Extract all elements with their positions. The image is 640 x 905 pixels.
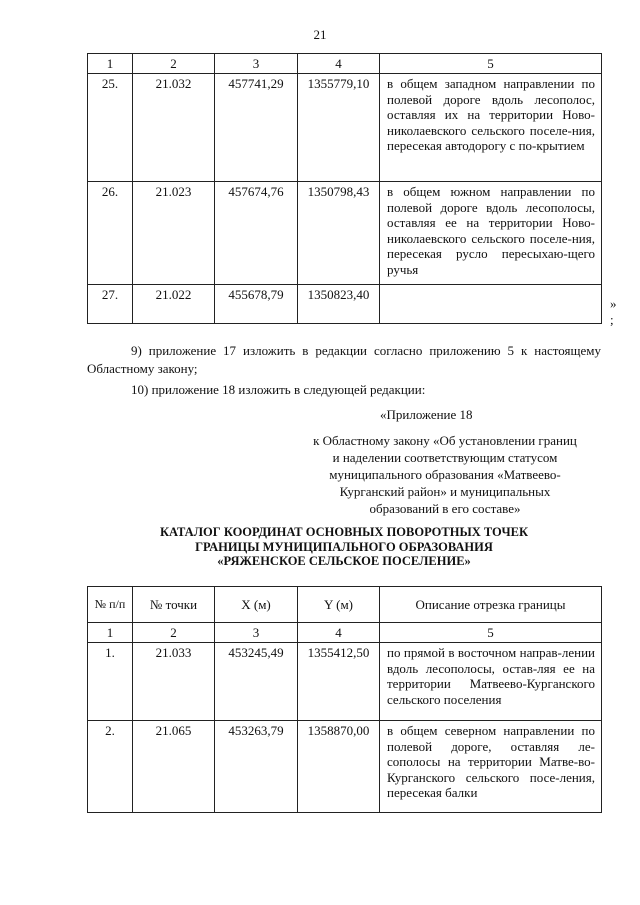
page-number: 21 [313, 27, 327, 42]
column-header-row [88, 587, 602, 623]
header-cell: 1 [88, 623, 133, 643]
point-id: 21.065 [133, 721, 215, 813]
point-id: 21.033 [133, 643, 215, 721]
paragraph-10: 10) приложение 18 изложить в следующей редакции: [131, 382, 426, 397]
x-coordinate: 453245,49 [215, 643, 298, 721]
row-number: 25. [88, 74, 133, 182]
appendix-line: и наделении соответствующим статусом [332, 450, 558, 465]
y-coordinate: 1355779,10 [298, 74, 380, 182]
point-id: 21.022 [133, 285, 215, 324]
header-cell: 4 [298, 623, 380, 643]
title-line: КАТАЛОГ КООРДИНАТ ОСНОВНЫХ ПОВОРОТНЫХ ТОЧЕК [159, 525, 529, 539]
title-line: «РЯЖЕНСКОЕ СЕЛЬСКОЕ ПОСЕЛЕНИЕ» [217, 554, 471, 568]
row-number: 1. [88, 643, 133, 721]
col-header-number: № п/п [88, 587, 133, 623]
segment-description: в общем западном направлении по полевой дороге вдоль лесополос, оставляя их на территории Ново-николаевского сельского поселе-ния, пересекая автодорогу с по-крытием [380, 74, 602, 182]
col-header-y: Y (м) [298, 587, 380, 623]
closing-quote: » [610, 296, 617, 311]
table-row [88, 182, 602, 285]
row-number: 26. [88, 182, 133, 285]
appendix-line: к Областному закону «Об установлении границ [313, 433, 577, 448]
title-line: ГРАНИЦЫ МУНИЦИПАЛЬНОГО ОБРАЗОВАНИЯ [195, 539, 493, 554]
x-coordinate: 457674,76 [215, 182, 298, 285]
table-row [88, 74, 602, 182]
row-number: 27. [88, 285, 133, 324]
x-coordinate: 453263,79 [215, 721, 298, 813]
coordinates-table-continued [87, 53, 602, 324]
header-cell: 3 [215, 54, 298, 74]
row-number: 2. [88, 721, 133, 813]
table-row [88, 285, 602, 324]
table-header-row [88, 54, 602, 74]
catalog-title [87, 525, 601, 569]
table-row [88, 643, 602, 721]
table-header-row [88, 623, 602, 643]
segment-description: по прямой в восточном направ-лении вдоль лесополосы, остав-ляя ее на территории Матвеево-Курганского сельского поселения [380, 643, 602, 721]
col-header-description: Описание отрезка границы [380, 587, 602, 623]
x-coordinate: 457741,29 [215, 74, 298, 182]
x-coordinate: 455678,79 [215, 285, 298, 324]
segment-description: в общем южном направлении по полевой дороге вдоль лесополосы, оставляя ее на территории Ново-николаевского сельского поселе-ния, пересекая русло пересыхаю-щего ручья [380, 182, 602, 285]
header-cell: 5 [380, 623, 602, 643]
appendix-line: образований в его составе» [369, 501, 521, 516]
point-id: 21.032 [133, 74, 215, 182]
appendix-line: муниципального образования «Матвеево- [329, 467, 561, 482]
coordinates-table [87, 586, 602, 813]
y-coordinate: 1358870,00 [298, 721, 380, 813]
y-coordinate: 1350798,43 [298, 182, 380, 285]
col-header-point: № точки [133, 587, 215, 623]
col-header-x: X (м) [215, 587, 298, 623]
closing-semicolon: ; [610, 312, 614, 327]
segment-description: в общем северном направлении по полевой дороге, оставляя ле-сополосы на территории Матве-во-Курганского сельского посе-ления, пересекая балки [380, 721, 602, 813]
header-cell: 3 [215, 623, 298, 643]
appendix-title: «Приложение 18 [380, 407, 473, 422]
y-coordinate: 1350823,40 [298, 285, 380, 324]
header-cell: 1 [88, 54, 133, 74]
header-cell: 4 [298, 54, 380, 74]
header-cell: 2 [133, 623, 215, 643]
header-cell: 2 [133, 54, 215, 74]
y-coordinate: 1355412,50 [298, 643, 380, 721]
appendix-line: Курганский район» и муниципальных [339, 484, 551, 499]
paragraph-9: 9) приложение 17 изложить в редакции согласно приложению 5 к настоящему Областному закону; [87, 343, 601, 376]
point-id: 21.023 [133, 182, 215, 285]
header-cell: 5 [380, 54, 602, 74]
table-row [88, 721, 602, 813]
segment-description [380, 285, 602, 324]
